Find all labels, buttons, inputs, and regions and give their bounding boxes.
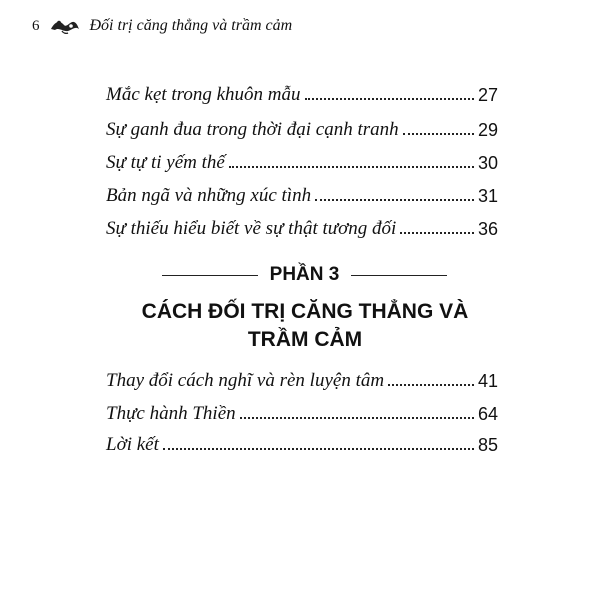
book-title: Đối trị căng thẳng và trầm cảm [89, 17, 293, 34]
part-heading [162, 262, 447, 288]
dot-leader [305, 98, 474, 100]
toc-entry-page: 85 [477, 435, 498, 455]
part-label: PHẦN 3 [269, 264, 340, 285]
toc-entry-title: Thực hành Thiền [106, 403, 236, 424]
toc-entry-page: 64 [477, 404, 498, 424]
toc-entry-page: 29 [477, 120, 498, 140]
toc-entry-title: Sự tự ti yếm thế [106, 152, 225, 173]
toc-entry-title: Bản ngã và những xúc tình [106, 185, 312, 206]
toc-entry-title: Thay đổi cách nghĩ và rèn luyện tâm [106, 370, 385, 391]
toc-entry[interactable] [106, 210, 498, 238]
section-title-line-1: CÁCH ĐỐI TRỊ CĂNG THẲNG VÀ [141, 300, 469, 323]
toc-entry[interactable] [106, 111, 498, 139]
toc-entry[interactable] [106, 177, 498, 205]
dot-leader [163, 448, 474, 450]
section-title [95, 298, 515, 354]
toc-entry-title: Sự thiếu hiểu biết về sự thật tương đối [106, 218, 397, 239]
toc-entry-page: 31 [477, 186, 498, 206]
dot-leader [315, 199, 474, 201]
toc-entry[interactable] [106, 76, 498, 104]
dot-leader [229, 166, 474, 168]
left-rule [162, 275, 258, 276]
page-number: 6 [32, 17, 40, 34]
dot-leader [388, 384, 474, 386]
dot-leader [240, 417, 474, 419]
toc-entry-title: Mắc kẹt trong khuôn mẫu [106, 84, 301, 105]
dot-leader [403, 133, 474, 135]
section-title-line-2: TRẦM CẢM [247, 328, 363, 351]
toc-entry[interactable] [106, 395, 498, 423]
toc-entry-page: 36 [477, 219, 498, 239]
toc-entry[interactable] [106, 362, 498, 390]
toc-entry-title: Sự ganh đua trong thời đại cạnh tranh [106, 119, 399, 140]
page-header [32, 14, 572, 38]
toc-entry[interactable] [106, 144, 498, 172]
toc-entry-page: 41 [477, 371, 498, 391]
toc-entry-title: Lời kết [106, 434, 159, 455]
toc-entry-page: 30 [477, 153, 498, 173]
floral-ornament-icon [50, 17, 80, 35]
toc-entry-page: 27 [477, 85, 498, 105]
right-rule [351, 275, 447, 276]
toc-entry[interactable] [106, 426, 498, 454]
dot-leader [400, 232, 474, 234]
